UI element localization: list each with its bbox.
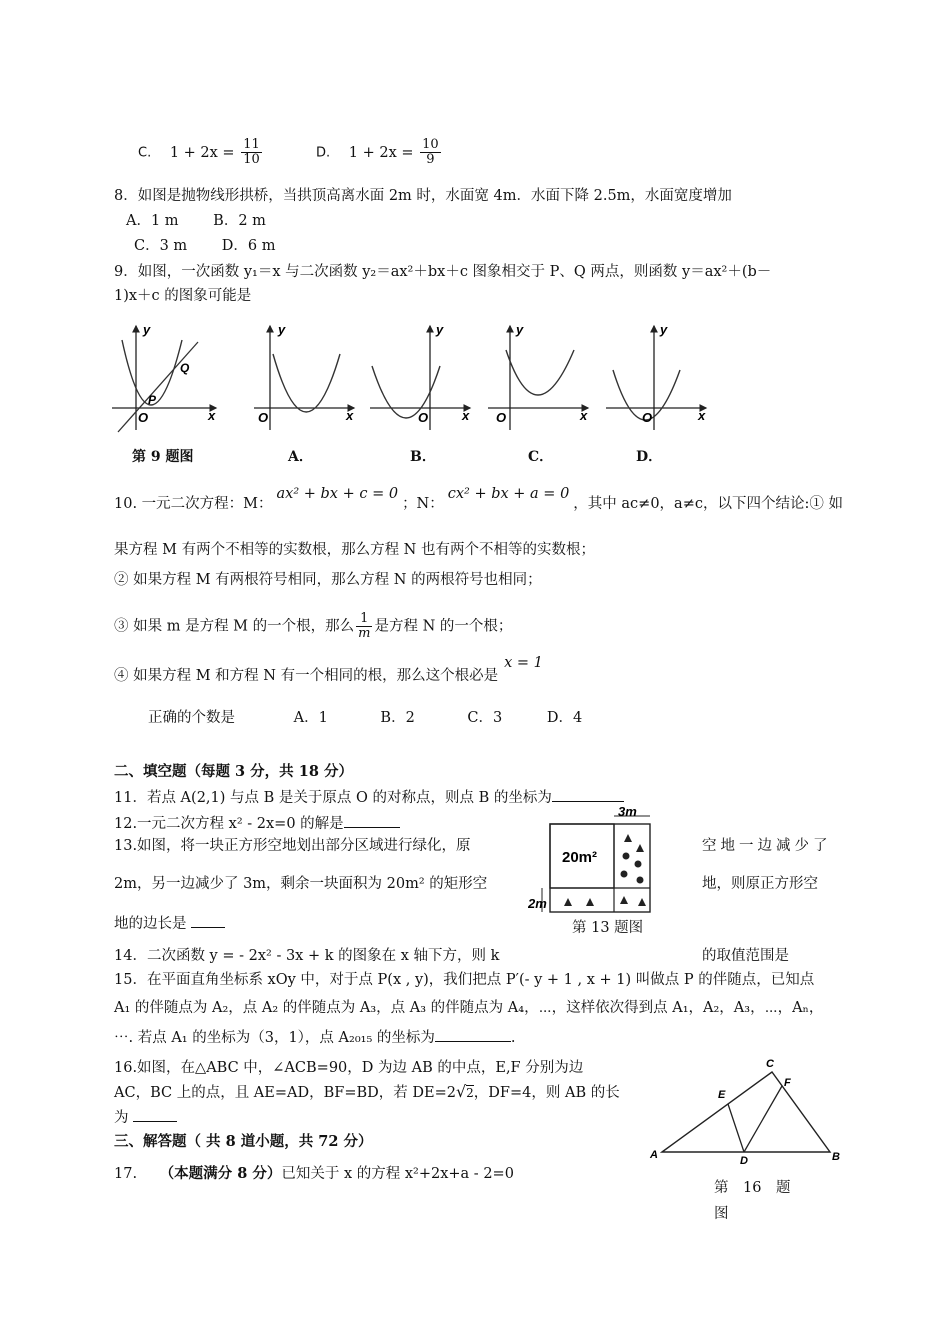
q10-answer-row bbox=[148, 708, 582, 728]
q10-mid: ；N： bbox=[402, 496, 444, 512]
q9-b-x-label: x bbox=[462, 408, 470, 423]
q9-b-o-label: O bbox=[418, 410, 429, 425]
q9-given-x-label: x bbox=[208, 408, 216, 423]
q16-fig-caption1: 第 16 题 bbox=[714, 1180, 791, 1196]
q9-d-x-label: x bbox=[698, 408, 706, 423]
q10-line1 bbox=[114, 486, 843, 514]
section2-title: 二、填空题（每题 3 分，共 18 分） bbox=[114, 763, 353, 780]
q13-line3: 地的边长是 bbox=[114, 912, 225, 934]
q9-graph-a bbox=[254, 322, 354, 430]
q9-stem-line1: 9．如图，一次函数 y₁＝x 与二次函数 y₂＝ax²＋bx＋c 图象相交于 P、Q 两点，则函数 y＝ax²＋(b－ bbox=[114, 264, 772, 280]
q9-option-c-label: C． bbox=[528, 449, 554, 465]
q13-line2b: 地，则原正方形空 bbox=[702, 876, 818, 892]
q15-answer-blank[interactable] bbox=[435, 1026, 511, 1042]
q17-text: 已知关于 x 的方程 x²+2x+a - 2=0 bbox=[281, 1166, 514, 1182]
q7-option-c bbox=[138, 138, 264, 167]
q10-eq-m: ax² + bx + c = 0 bbox=[276, 486, 399, 502]
q14-text-a: 14．二次函数 y = - 2x² - 3x + k 的图象在 x 轴下方，则 k bbox=[114, 948, 500, 964]
q10-line4-text-a: ③ 如果 m 是方程 M 的一个根，那么 bbox=[114, 618, 355, 635]
q17-points: （本题满分 8 分） bbox=[159, 1165, 282, 1182]
q9-given-p-label: P bbox=[148, 393, 157, 407]
q10-option-c: C．3 bbox=[467, 710, 503, 726]
q16-label-c: C bbox=[766, 1058, 774, 1070]
q7-c-equation: 1 + 2x = bbox=[169, 144, 235, 161]
q10-line4-text-b: 是方程 N 的一个根； bbox=[374, 618, 513, 635]
q8-option-a: A．1 m bbox=[126, 213, 179, 229]
q10-line5-text: ④ 如果方程 M 和方程 N 有一个相同的根，那么这个根必是 bbox=[114, 668, 499, 684]
q15-line3: ⋯. 若点 A₁ 的坐标为（3，1），点 A₂₀₁₅ 的坐标为 . bbox=[114, 1026, 515, 1048]
q9-graph-d bbox=[606, 322, 706, 430]
q9-option-a-label: A． bbox=[288, 449, 313, 465]
q10-option-a: A．1 bbox=[293, 710, 328, 726]
q13-area-label: 20m² bbox=[562, 849, 598, 866]
q8-options-row1 bbox=[126, 211, 266, 231]
q7-option-d bbox=[316, 138, 443, 167]
q7-c-fraction: $\frac{11}{10}$ bbox=[243, 137, 260, 167]
q8-option-d: D．6 m bbox=[221, 238, 276, 254]
q10-fraction: $\frac{1}{m}$ bbox=[358, 611, 371, 641]
q9-d-o-label: O bbox=[642, 410, 653, 425]
q9-a-y-label: y bbox=[278, 322, 286, 337]
q17-line bbox=[114, 1164, 514, 1184]
q9-c-o-label: O bbox=[496, 410, 507, 425]
q11-answer-blank[interactable] bbox=[552, 786, 624, 802]
q7-d-fraction: $\frac{10}{9}$ bbox=[422, 137, 439, 167]
q9-given-y-label: y bbox=[143, 322, 151, 337]
q16-label-d: D bbox=[740, 1155, 748, 1164]
q13-left-label: 2m bbox=[528, 896, 547, 911]
q17-number: 17. bbox=[114, 1166, 138, 1182]
q12-answer-blank[interactable] bbox=[344, 812, 400, 828]
q9-b-y-label: y bbox=[436, 322, 444, 337]
q10-line3: ② 如果方程 M 有两根符号相同，那么方程 N 的两根符号也相同； bbox=[114, 572, 542, 588]
q9-c-x-label: x bbox=[580, 408, 588, 423]
q7-c-label: C. bbox=[138, 145, 152, 161]
q16-answer-blank[interactable] bbox=[133, 1106, 177, 1122]
q7-d-label: D. bbox=[316, 145, 331, 161]
q16-sqrt-radicand: 2 bbox=[466, 1086, 474, 1100]
q8-option-b: B．2 m bbox=[213, 213, 266, 229]
q9-fig-caption: 第 9 题图 bbox=[132, 449, 194, 465]
q13-fig-caption: 第 13 题图 bbox=[572, 920, 644, 936]
q13-line1b: 空地一边减少了 bbox=[702, 838, 832, 854]
q9-graph-b bbox=[370, 322, 470, 430]
q16-line1: 16.如图，在△ABC 中，∠ACB=90，D 为边 AB 的中点，E,F 分别为边 bbox=[114, 1060, 584, 1076]
q10-line2: 果方程 M 有两个不相等的实数根，那么方程 N 也有两个不相等的实数根； bbox=[114, 542, 595, 558]
q9-figures bbox=[108, 320, 728, 435]
q9-option-d-label: D． bbox=[636, 449, 663, 465]
q16-label-b: B bbox=[832, 1151, 840, 1163]
q7-d-equation: 1 + 2x = bbox=[348, 144, 414, 161]
q9-a-o-label: O bbox=[258, 410, 269, 425]
q16-fig-caption2: 图 bbox=[714, 1206, 729, 1222]
q16-figure bbox=[646, 1054, 846, 1164]
q16-label-f: F bbox=[784, 1077, 791, 1089]
q16-line2: AC，BC 上的点，且 AE=AD，BF=BD，若 DE=2√2，DF=4，则 AB 的长 bbox=[114, 1082, 620, 1101]
q15-line1: 15．在平面直角坐标系 xOy 中，对于点 P(x , y)，我们把点 P′(- y + 1 , x + 1) 叫做点 P 的伴随点，已知点 bbox=[114, 972, 815, 988]
q9-stem-line2: 1)x＋c 的图象可能是 bbox=[114, 288, 252, 304]
q10-line5-eq: x = 1 bbox=[504, 655, 543, 671]
q10-eq-n: cx² + bx + a = 0 bbox=[447, 486, 570, 502]
q8-options-row2 bbox=[134, 236, 276, 256]
section3-title: 三、解答题（ 共 8 道小题，共 72 分） bbox=[114, 1133, 373, 1150]
q9-c-y-label: y bbox=[516, 322, 524, 337]
q9-given-graph bbox=[112, 322, 216, 432]
q9-option-b-label: B． bbox=[410, 449, 436, 465]
q10-option-b: B．2 bbox=[380, 710, 415, 726]
q13-answer-blank[interactable] bbox=[191, 912, 225, 928]
q10-suffix: ，其中 ac≠0，a≠c，以下四个结论:① 如 bbox=[573, 496, 843, 512]
q10-line4 bbox=[114, 612, 512, 641]
q10-answer-lead: 正确的个数是 bbox=[148, 710, 235, 726]
q13-figure bbox=[528, 804, 658, 916]
q9-given-q-label: Q bbox=[180, 361, 190, 375]
q16-line3: 为 bbox=[114, 1106, 177, 1128]
q15-line2: A₁ 的伴随点为 A₂，点 A₂ 的伴随点为 A₃，点 A₃ 的伴随点为 A₄，⋯，这样依次得到点 A₁，A₂，A₃，⋯，Aₙ， bbox=[114, 1000, 824, 1016]
q12-text: 12.一元二次方程 x² - 2x=0 的解是 bbox=[114, 812, 400, 834]
q9-d-y-label: y bbox=[660, 322, 668, 337]
q13-top-label: 3m bbox=[618, 804, 637, 819]
q10-line5 bbox=[114, 655, 543, 686]
q16-label-e: E bbox=[718, 1089, 726, 1101]
q16-label-a: A bbox=[650, 1149, 658, 1161]
q9-a-x-label: x bbox=[346, 408, 354, 423]
q8-option-c: C．3 m bbox=[134, 238, 188, 254]
q8-stem: 8．如图是抛物线形拱桥，当拱顶高离水面 2m 时，水面宽 4m．水面下降 2.5m，水面宽度增加 bbox=[114, 188, 732, 204]
q9-graph-c bbox=[488, 322, 588, 430]
q13-line2a: 2m，另一边减少了 3m，剩余一块面积为 20m² 的矩形空 bbox=[114, 876, 488, 892]
tree-icon bbox=[564, 834, 646, 906]
q9-given-o-label: O bbox=[138, 410, 149, 425]
q11-text: 11．若点 A(2,1) 与点 B 是关于原点 O 的对称点，则点 B 的坐标为 bbox=[114, 786, 624, 808]
q10-option-d: D．4 bbox=[546, 710, 583, 726]
q10-prefix: 10. 一元二次方程：M： bbox=[114, 496, 273, 512]
q14-text-b: 的取值范围是 bbox=[702, 948, 789, 964]
q13-line1a: 13.如图，将一块正方形空地划出部分区域进行绿化，原 bbox=[114, 838, 471, 854]
